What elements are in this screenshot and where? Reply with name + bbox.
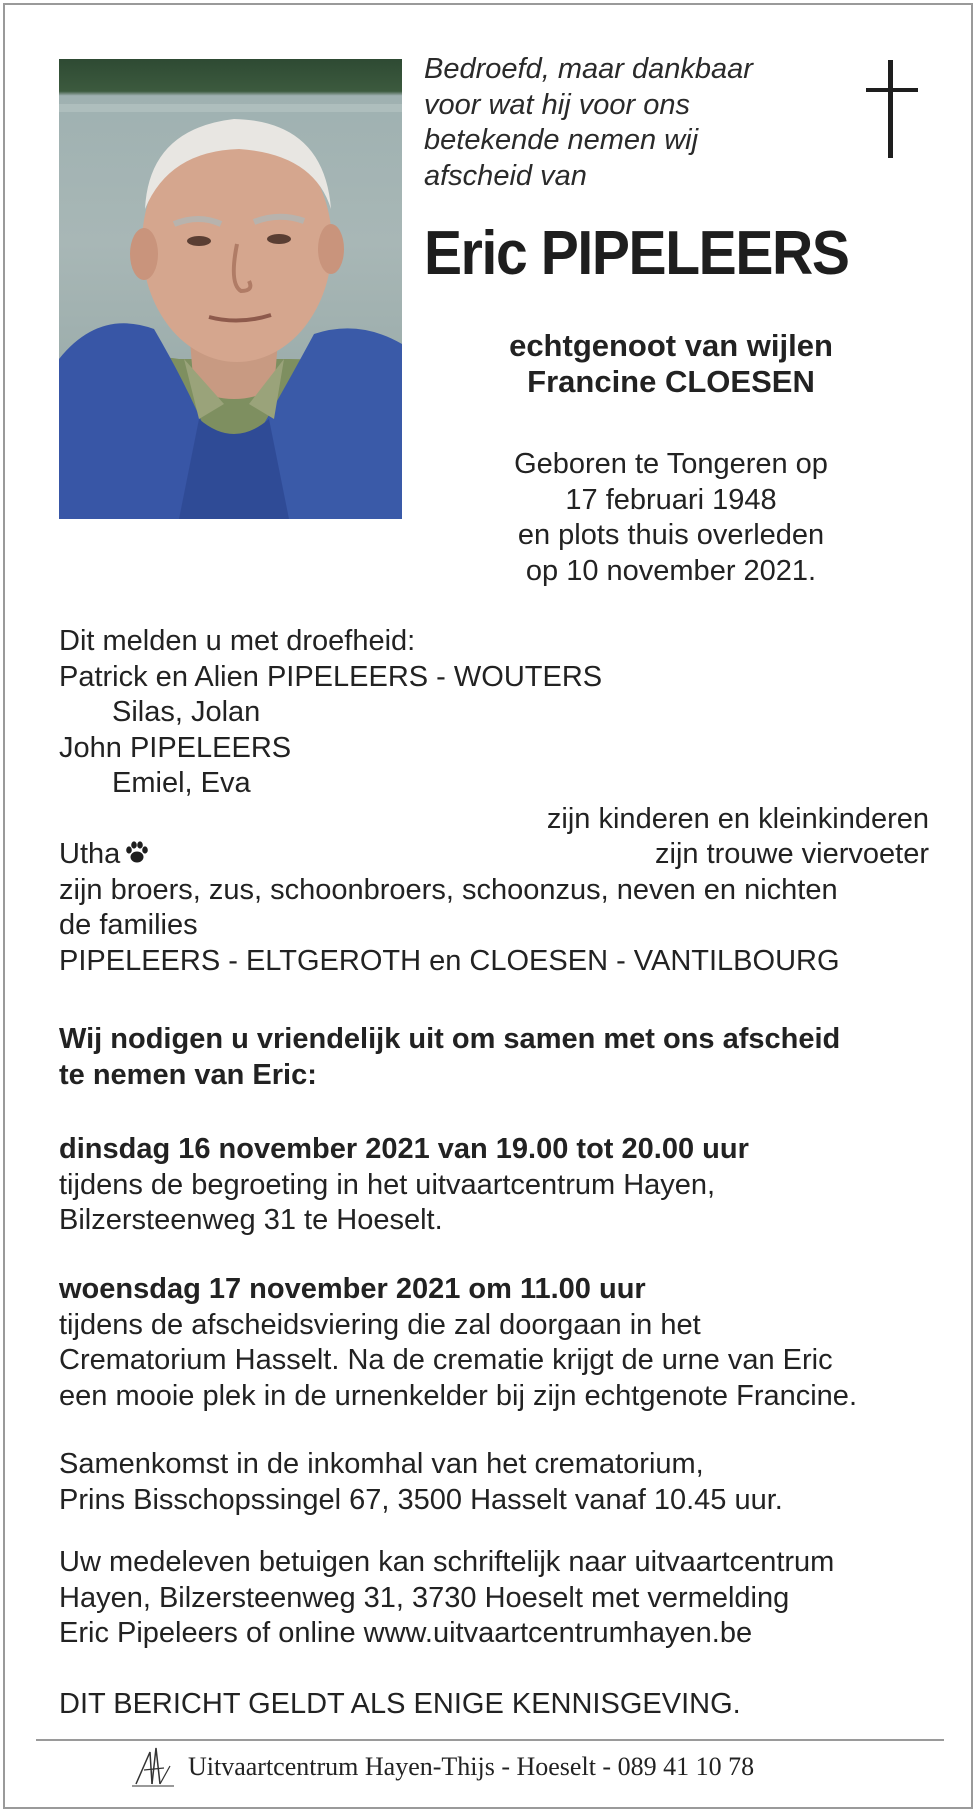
gathering-text [59,1447,939,1518]
intro-line: Bedroefd, maar dankbaar [424,53,753,85]
portrait-photo [59,59,402,519]
funeral-home-logo-icon [130,1744,176,1790]
family-line: John PIPELEERS [59,731,292,764]
paw-icon [124,839,150,865]
family-line: Patrick en Alien PIPELEERS - WOUTERS [59,660,603,693]
invitation-text [59,1022,939,1093]
born-line: Geboren te Tongeren op [514,448,828,480]
gathering-line: Samenkomst in de inkomhal van het crematorium, [59,1448,704,1480]
family-line: zijn broers, zus, schoonbroers, schoonzus, neven en nichten [59,873,838,906]
notice-text: DIT BERICHT GELDT ALS ENIGE KENNISGEVING. [59,1688,741,1720]
family-list [59,624,929,979]
intro-line: voor wat hij voor ons [424,88,690,121]
event-heading: woensdag 17 november 2021 om 11.00 uur [59,1273,646,1305]
footer-text: Uitvaartcentrum Hayen-Thijs - Hoeselt - 089 41 10 78 [188,1752,755,1781]
intro-text [424,52,784,194]
event-line: tijdens de afscheidsviering die zal doorgaan in het [59,1308,701,1341]
gathering-line: Prins Bisschopssingel 67, 3500 Hasselt vanaf 10.45 uur. [59,1483,783,1516]
cross-icon [862,60,922,160]
spouse-text [436,328,906,400]
invite-line: Wij nodigen u vriendelijk uit om samen met ons afscheid [59,1023,841,1055]
pet-line [59,837,929,873]
condolence-text [59,1545,939,1652]
intro-line: afscheid van [424,159,587,192]
pet-role: zijn trouwe viervoeter [655,838,929,870]
born-line: 17 februari 1948 [565,483,777,516]
condolence-line: Eric Pipeleers of online www.uitvaartcentrumhayen.be [59,1617,753,1649]
spouse-line: echtgenoot van wijlen [509,328,833,363]
family-line: de families [59,909,198,941]
intro-line: betekende nemen wij [424,124,699,156]
spouse-line: Francine CLOESEN [527,364,815,399]
footer-divider [36,1739,944,1741]
event-line: Crematorium Hasselt. Na de crematie krijgt de urne van Eric [59,1344,833,1376]
born-line: op 10 november 2021. [525,554,817,587]
family-line: Silas, Jolan [112,696,261,728]
born-line: en plots thuis overleden [517,519,825,551]
event-line: Bilzersteenweg 31 te Hoeselt. [59,1204,443,1236]
condolence-line: Hayen, Bilzersteenweg 31, 3730 Hoeselt met vermelding [59,1581,790,1614]
event-line: tijdens de begroeting in het uitvaartcentrum Hayen, [59,1168,716,1201]
deceased-name: Eric PIPELEERS [424,219,849,288]
family-line: Emiel, Eva [112,767,251,799]
family-role: zijn kinderen en kleinkinderen [546,802,929,835]
invite-line: te nemen van Eric: [59,1058,317,1091]
event-heading: dinsdag 16 november 2021 van 19.00 tot 20.00 uur [59,1133,749,1165]
pet-name: Utha [59,838,121,870]
family-line: PIPELEERS - ELTGEROTH en CLOESEN - VANTILBOURG [59,944,840,977]
event-ceremony [59,1272,939,1414]
condolence-line: Uw medeleven betuigen kan schriftelijk naar uitvaartcentrum [59,1546,835,1578]
event-line: een mooie plek in de urnenkelder bij zijn echtgenote Francine. [59,1379,857,1412]
event-visitation [59,1132,939,1239]
family-announce: Dit melden u met droefheid: [59,625,416,657]
birth-death-text [436,447,906,589]
